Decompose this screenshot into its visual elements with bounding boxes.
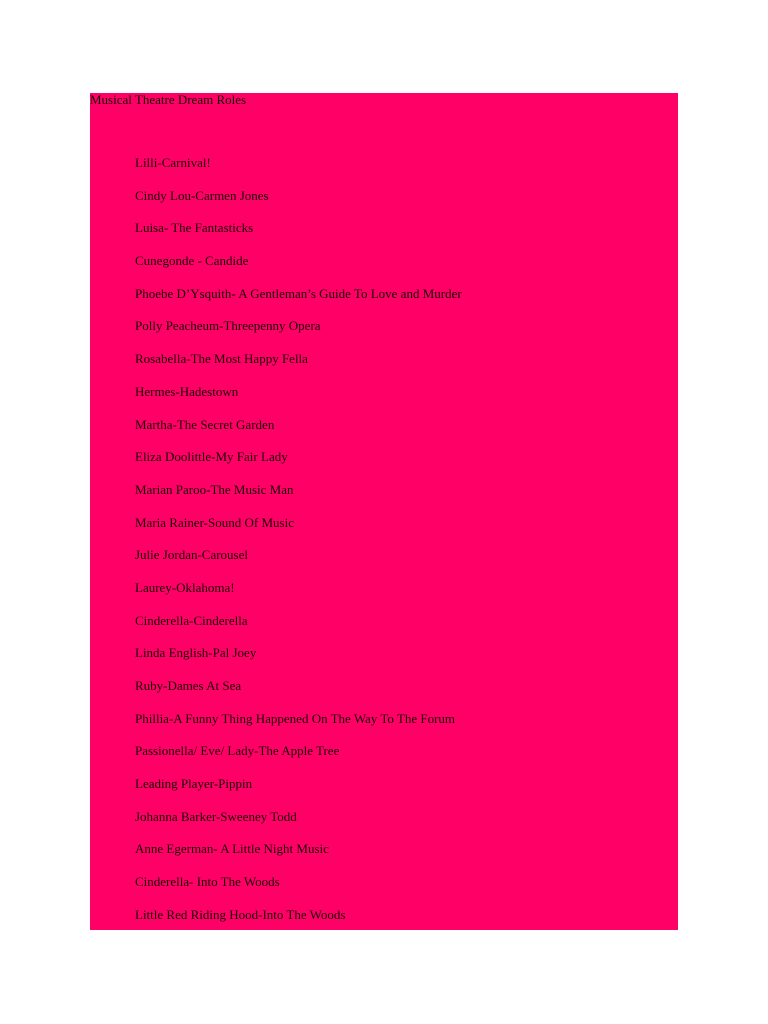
role-item: Johanna Barker-Sweeney Todd (135, 808, 297, 824)
role-item: Martha-The Secret Garden (135, 416, 275, 432)
role-item: Ruby-Dames At Sea (135, 678, 242, 693)
document-title: Musical Theatre Dream Roles (90, 92, 247, 107)
role-item: Luisa- The Fantasticks (135, 220, 254, 236)
role-item: Leading Player-Pippin (135, 776, 253, 792)
role-item: Julie Jordan-Carousel (135, 547, 249, 563)
role-item: Cinderella- Into The Woods (135, 874, 280, 890)
role-item: Cindy Lou-Carmen Jones (135, 187, 269, 203)
role-item: Anne Egerman- A Little Night Music (135, 841, 329, 857)
role-item: Hermes-Hadestown (135, 383, 239, 399)
role-item: Passionella/ Eve/ Lady-The Apple Tree (135, 743, 340, 759)
role-item: Polly Peacheum-Threepenny Opera (135, 318, 321, 334)
role-item: Linda English-Pal Joey (135, 645, 257, 661)
role-item: Rosabella-The Most Happy Fella (135, 351, 308, 367)
role-item: Lilli-Carnival! (135, 155, 211, 170)
role-item: Laurey-Oklahoma! (135, 579, 235, 595)
role-item: Marian Paroo-The Music Man (135, 481, 294, 497)
role-item: Cinderella-Cinderella (135, 612, 248, 628)
role-item: Eliza Doolittle-My Fair Lady (135, 449, 288, 465)
role-item: Cunegonde - Candide (135, 253, 249, 269)
role-item: Phillia-A Funny Thing Happened On The Way To The Forum (135, 710, 456, 726)
role-item: Maria Rainer-Sound Of Music (135, 514, 294, 530)
roles-list (135, 155, 462, 940)
role-item: Phoebe D’Ysquith- A Gentleman’s Guide To Love and Murder (135, 285, 462, 301)
role-item: Little Red Riding Hood-Into The Woods (135, 906, 346, 922)
